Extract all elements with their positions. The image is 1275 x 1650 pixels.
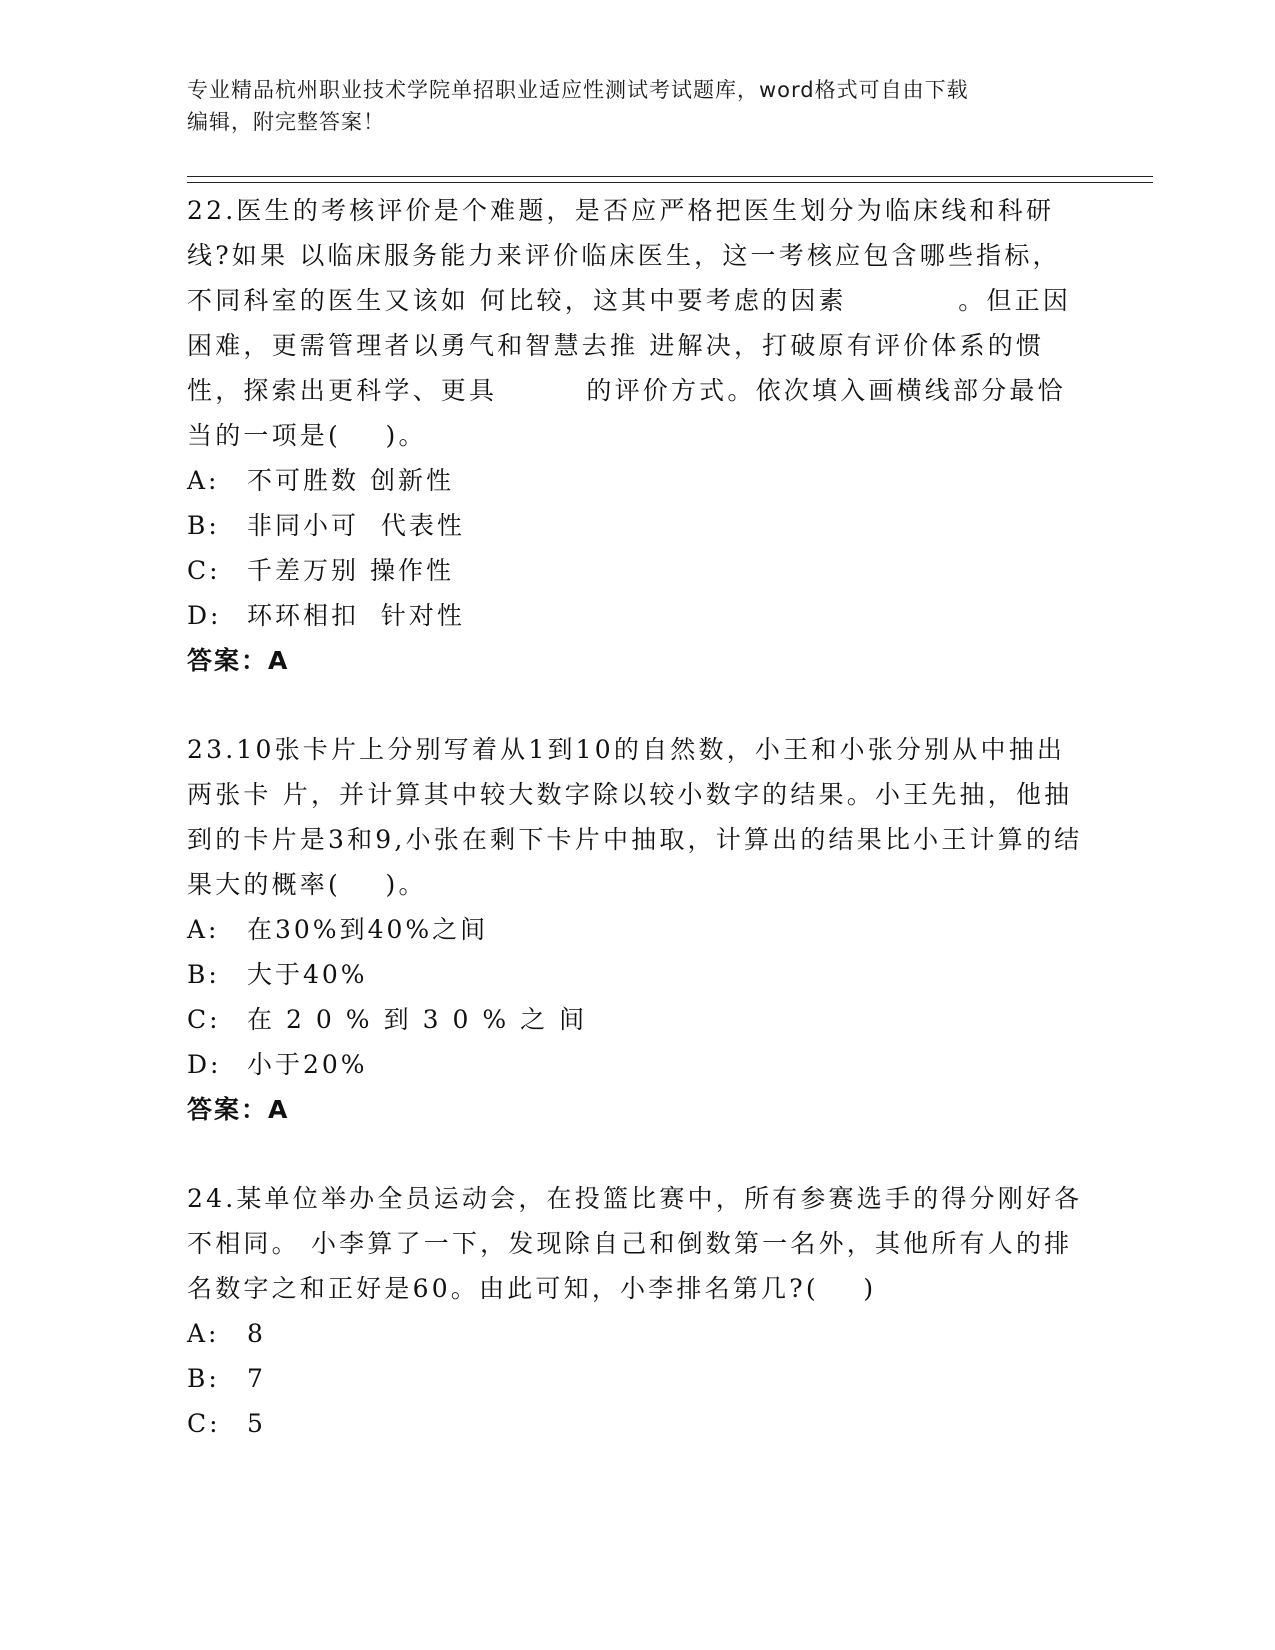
question-stem: 24.某单位举办全员运动会，在投篮比赛中，所有参赛选手的得分刚好各不相同。 小李算了一下，发现除自己和倒数第一名外，其他所有人的排名数字之和正好是60。由此可知，小李排名第几?( ) [187, 1184, 1083, 1303]
option-text: 7 [247, 1364, 266, 1393]
header-divider-top [187, 176, 1153, 177]
option-text: 5 [247, 1409, 266, 1438]
question-23 [187, 727, 1087, 1132]
option-b [187, 952, 1087, 997]
option-key: B: [187, 960, 220, 989]
option-d [187, 1042, 1087, 1087]
answer-line: 答案：A [187, 646, 290, 675]
option-c [187, 548, 1087, 593]
option-d [187, 593, 1087, 638]
option-b [187, 1356, 1087, 1401]
option-text: 大于40% [247, 960, 368, 989]
option-a [187, 458, 1087, 503]
option-c [187, 997, 1087, 1042]
option-key: C: [187, 1409, 221, 1438]
question-list [187, 188, 1087, 1490]
option-text: 小于20% [247, 1050, 368, 1079]
answer-line: 答案：A [187, 1095, 290, 1124]
option-key: A: [187, 1319, 220, 1348]
option-text: 环环相扣 针对性 [247, 601, 465, 630]
option-text: 千差万别 操作性 [247, 556, 454, 585]
document-header [187, 74, 1087, 138]
header-line-2: 编辑，附完整答案！ [187, 110, 385, 134]
option-key: B: [187, 511, 220, 540]
option-key: D: [187, 601, 222, 630]
question-22 [187, 188, 1087, 683]
option-b [187, 503, 1087, 548]
option-key: B: [187, 1364, 220, 1393]
header-line-1: 专业精品杭州职业技术学院单招职业适应性测试考试题库，word格式可自由下载 [187, 78, 969, 102]
option-key: A: [187, 466, 220, 495]
question-stem: 22.医生的考核评价是个难题，是否应严格把医生划分为临床线和科研线?如果 以临床服务能力来评价临床医生，这一考核应包含哪些指标，不同科室的医生又该如 何比较，这其中要考虑的因素 。但正因困难，更需管理者以勇气和智慧去推 进解决，打破原有评价体系的惯性，探索出更科学、更具 的评价方式。依次填入画横线部分最恰当的一项是( )。 [187, 196, 1072, 450]
header-divider-bottom [187, 182, 1153, 183]
question-24 [187, 1176, 1087, 1446]
option-text: 8 [247, 1319, 266, 1348]
option-key: A: [187, 915, 220, 944]
option-a [187, 1311, 1087, 1356]
option-text: 非同小可 代表性 [247, 511, 465, 540]
option-a [187, 907, 1087, 952]
option-text: 在30%到40%之间 [247, 915, 489, 944]
option-c [187, 1401, 1087, 1446]
option-key: D: [187, 1050, 222, 1079]
option-key: C: [187, 556, 221, 585]
question-stem: 23.10张卡片上分别写着从1到10的自然数，小王和小张分别从中抽出两张卡 片，并计算其中较大数字除以较小数字的结果。小王先抽，他抽到的卡片是3和9,小张在剩下卡片中抽取，计算出的结果比小王计算的结果大的概率( )。 [187, 735, 1083, 899]
option-text: 不可胜数 创新性 [247, 466, 454, 495]
option-text: 在20%到30%之间 [247, 1005, 599, 1034]
option-key: C: [187, 1005, 221, 1034]
